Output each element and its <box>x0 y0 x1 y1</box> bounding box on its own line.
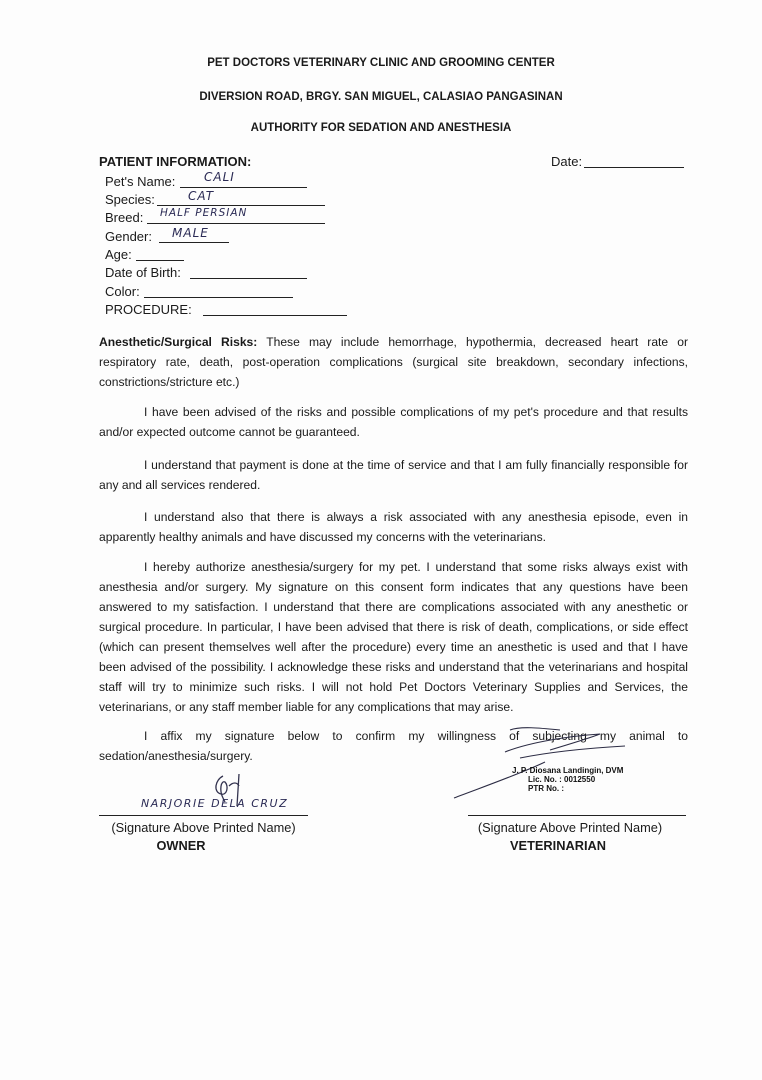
breed-value: HALF PERSIAN <box>160 207 248 219</box>
age-label: Age: <box>105 247 132 262</box>
procedure-field[interactable] <box>203 315 347 316</box>
clinic-address: DIVERSION ROAD, BRGY. SAN MIGUEL, CALASIAO PANGASINAN <box>199 91 563 103</box>
patient-info-heading: PATIENT INFORMATION: <box>99 154 252 169</box>
species-label: Species: <box>105 192 155 207</box>
advised-paragraph: I have been advised of the risks and possible complications of my pet's procedure and that results and/or expected outcome cannot be guaranteed. <box>99 405 688 439</box>
vet-role: VETERINARIAN <box>510 838 606 853</box>
dob-field[interactable] <box>190 278 307 279</box>
breed-field[interactable] <box>147 223 325 224</box>
vet-stamp-name: J. P. Diosana Landingin, DVM <box>512 766 624 775</box>
vet-signature-line[interactable] <box>468 815 686 816</box>
color-field[interactable] <box>144 297 293 298</box>
clinic-name: PET DOCTORS VETERINARY CLINIC AND GROOMING CENTER <box>207 57 555 69</box>
owner-signature-line[interactable] <box>99 815 308 816</box>
owner-role: OWNER <box>156 838 206 853</box>
authorization-paragraph: I hereby authorize anesthesia/surgery for my pet. I understand that some risks always exist with anesthesia and/or surgery. My signature on this consent form indicates that any questions have been answered to my satisfaction. I understand that there are complications associated with any anesthetic or surgical procedure. In particular, I have been advised that there is risk of death, complications, or side effect (which can present themselves well after the procedure) every time an anesthetic is used and that I have been advised of the possibility. I acknowledge these risks and understand that the veterinarians and hospital staff will try to minimize such risks. I will not hold Pet Doctors Veterinary Supplies and Services, the veterinarians, or any staff member liable for any complications that may arise. <box>99 560 688 714</box>
dob-label: Date of Birth: <box>105 265 181 280</box>
owner-caption: (Signature Above Printed Name) <box>111 820 296 835</box>
breed-label: Breed: <box>105 210 144 225</box>
age-field[interactable] <box>136 260 184 261</box>
pet-name-label: Pet's Name: <box>105 174 176 189</box>
vet-stamp <box>512 766 623 793</box>
risks-heading: Anesthetic/Surgical Risks: <box>99 335 258 349</box>
owner-printed-name: NARJORIE DELA CRUZ <box>141 797 289 810</box>
risks-paragraph <box>99 332 688 392</box>
gender-label: Gender: <box>105 229 152 244</box>
procedure-label: PROCEDURE: <box>105 302 192 317</box>
gender-field[interactable] <box>159 242 229 243</box>
risks-text: These may include hemorrhage, hypothermia, decreased heart rate or respiratory rate, death, post-operation complications (surgical site breakdown, secondary infections, constrictions/stricture etc.) <box>99 335 688 389</box>
form-title: AUTHORITY FOR SEDATION AND ANESTHESIA <box>250 122 512 134</box>
risk-anesthesia-paragraph: I understand also that there is always a risk associated with any anesthesia episode, even in apparently healthy animals and have discussed my concerns with the veterinarians. <box>99 510 688 544</box>
color-label: Color: <box>105 284 140 299</box>
species-value: CAT <box>188 189 215 203</box>
date-field[interactable] <box>584 167 684 168</box>
affix-signature-paragraph: I affix my signature below to confirm my willingness of subjecting my animal to sedation/anesthesia/surgery. <box>99 729 688 763</box>
vet-caption: (Signature Above Printed Name) <box>477 820 663 835</box>
vet-stamp-license: Lic. No. : 0012550 <box>528 775 596 784</box>
species-field[interactable] <box>157 205 325 206</box>
pet-name-value: CALI <box>204 170 235 184</box>
pet-name-field[interactable] <box>180 187 307 188</box>
payment-paragraph: I understand that payment is done at the time of service and that I am fully financially responsible for any and all services rendered. <box>99 458 688 492</box>
vet-stamp-ptr: PTR No. : <box>528 784 564 793</box>
date-label: Date: <box>551 154 583 169</box>
gender-value: MALE <box>172 226 209 240</box>
